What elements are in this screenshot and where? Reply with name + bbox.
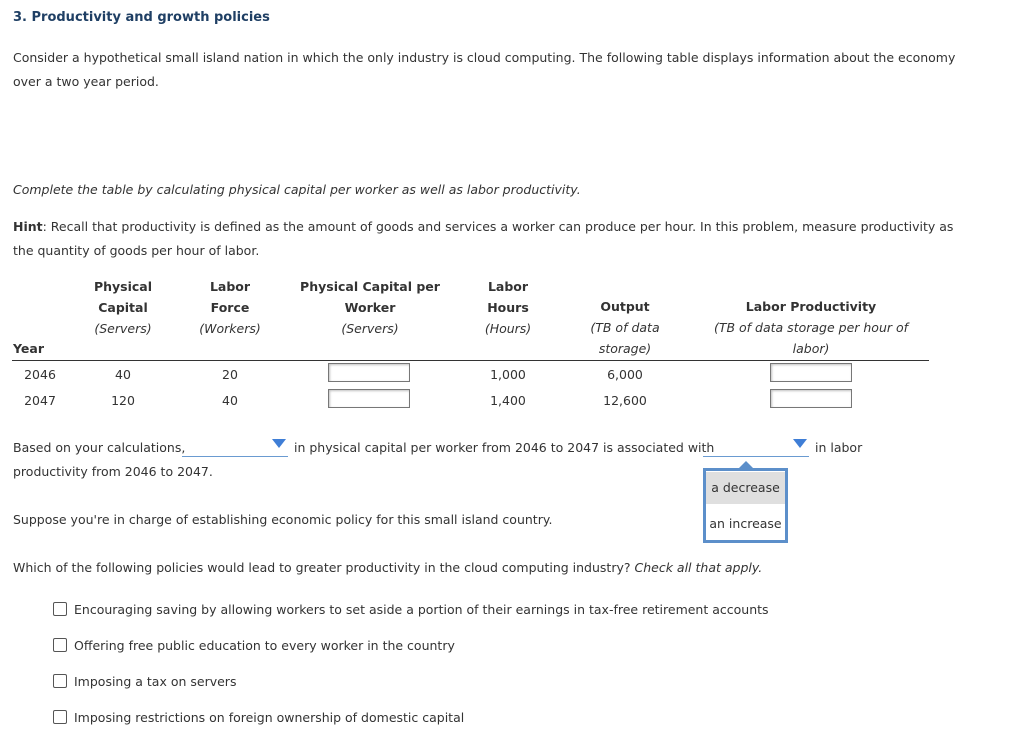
- checkbox[interactable]: [53, 674, 67, 688]
- option-label: Offering free public education to every worker in the country: [74, 638, 455, 653]
- cell-labor-force: 20: [222, 367, 238, 382]
- cell-year: 2046: [24, 367, 56, 382]
- cell-output: 6,000: [607, 367, 643, 382]
- labor-productivity-2046-input[interactable]: [770, 363, 852, 382]
- sentence-part-4: productivity from 2046 to 2047.: [13, 464, 213, 479]
- policy-option-saving[interactable]: [53, 602, 769, 618]
- sentence-part-3: in labor: [815, 440, 863, 455]
- cell-physical-capital: 40: [115, 367, 131, 382]
- cell-labor-hours: 1,400: [490, 393, 526, 408]
- header-physical-capital: Physical Capital (Servers): [93, 279, 153, 336]
- instruction-text: Complete the table by calculating physical capital per worker as well as labor productivity.: [13, 182, 581, 197]
- hint-line-1: : Recall that productivity is defined as the amount of goods and services a worker can produce per hour. In this problem, measure productivity as: [42, 219, 954, 234]
- cell-labor-force: 40: [222, 393, 238, 408]
- header-year: Year: [13, 341, 44, 356]
- cell-output: 12,600: [603, 393, 647, 408]
- labor-productivity-2047-input[interactable]: [770, 389, 852, 408]
- sentence-part-2: in physical capital per worker from 2046 to 2047 is associated with: [294, 440, 715, 455]
- cell-physical-capital: 120: [111, 393, 135, 408]
- intro-line-1: Consider a hypothetical small island nation in which the only industry is cloud computing. The following table displays information about the economy: [13, 50, 956, 65]
- dropdown-options-menu: [703, 468, 788, 543]
- chevron-down-icon: [793, 439, 807, 448]
- intro-text: [13, 46, 955, 94]
- hint-text: [13, 215, 953, 263]
- question-instruction: Check all that apply.: [634, 560, 763, 575]
- option-label: Imposing restrictions on foreign ownership of domestic capital: [74, 710, 465, 725]
- cell-labor-hours: 1,000: [490, 367, 526, 382]
- header-capital-per-worker: Physical Capital per Worker (Servers): [300, 279, 440, 336]
- header-labor-force: Labor Force (Workers): [199, 279, 261, 336]
- option-label: Encouraging saving by allowing workers to set aside a portion of their earnings in tax-free retirement accounts: [74, 602, 769, 617]
- intro-line-2: over a two year period.: [13, 74, 159, 89]
- capital-change-dropdown[interactable]: [182, 434, 288, 457]
- checkbox[interactable]: [53, 602, 67, 616]
- header-labor-hours: Labor Hours (Hours): [484, 279, 532, 336]
- cell-year: 2047: [24, 393, 56, 408]
- capital-per-worker-2047-input[interactable]: [328, 389, 410, 408]
- header-labor-productivity: Labor Productivity (TB of data storage per hour of labor): [713, 299, 909, 356]
- checkbox[interactable]: [53, 638, 67, 652]
- header-output: Output (TB of data storage): [590, 299, 660, 356]
- chevron-down-icon: [272, 439, 286, 448]
- policy-intro-text: Suppose you're in charge of establishing economic policy for this small island country.: [13, 512, 553, 527]
- dropdown-option-a-decrease[interactable]: a decrease: [706, 472, 785, 504]
- dropdown-option-an-increase[interactable]: an increase: [709, 516, 782, 531]
- policy-option-education[interactable]: [53, 638, 455, 654]
- hint-line-2: the quantity of goods per hour of labor.: [13, 243, 260, 258]
- table-header-rule: [12, 360, 929, 361]
- hint-label: Hint: [13, 219, 43, 234]
- policy-option-foreign-ownership[interactable]: [53, 710, 464, 726]
- productivity-change-dropdown[interactable]: [703, 434, 809, 457]
- checkbox[interactable]: [53, 710, 67, 724]
- question-heading: 3. Productivity and growth policies: [13, 10, 270, 25]
- sentence-part-1: Based on your calculations,: [13, 440, 186, 455]
- capital-per-worker-2046-input[interactable]: [328, 363, 410, 382]
- question-prompt: Which of the following policies would lead to greater productivity in the cloud computing industry?: [13, 560, 631, 575]
- policy-option-server-tax[interactable]: [53, 674, 236, 690]
- option-label: Imposing a tax on servers: [74, 674, 237, 689]
- question-text: [13, 560, 762, 575]
